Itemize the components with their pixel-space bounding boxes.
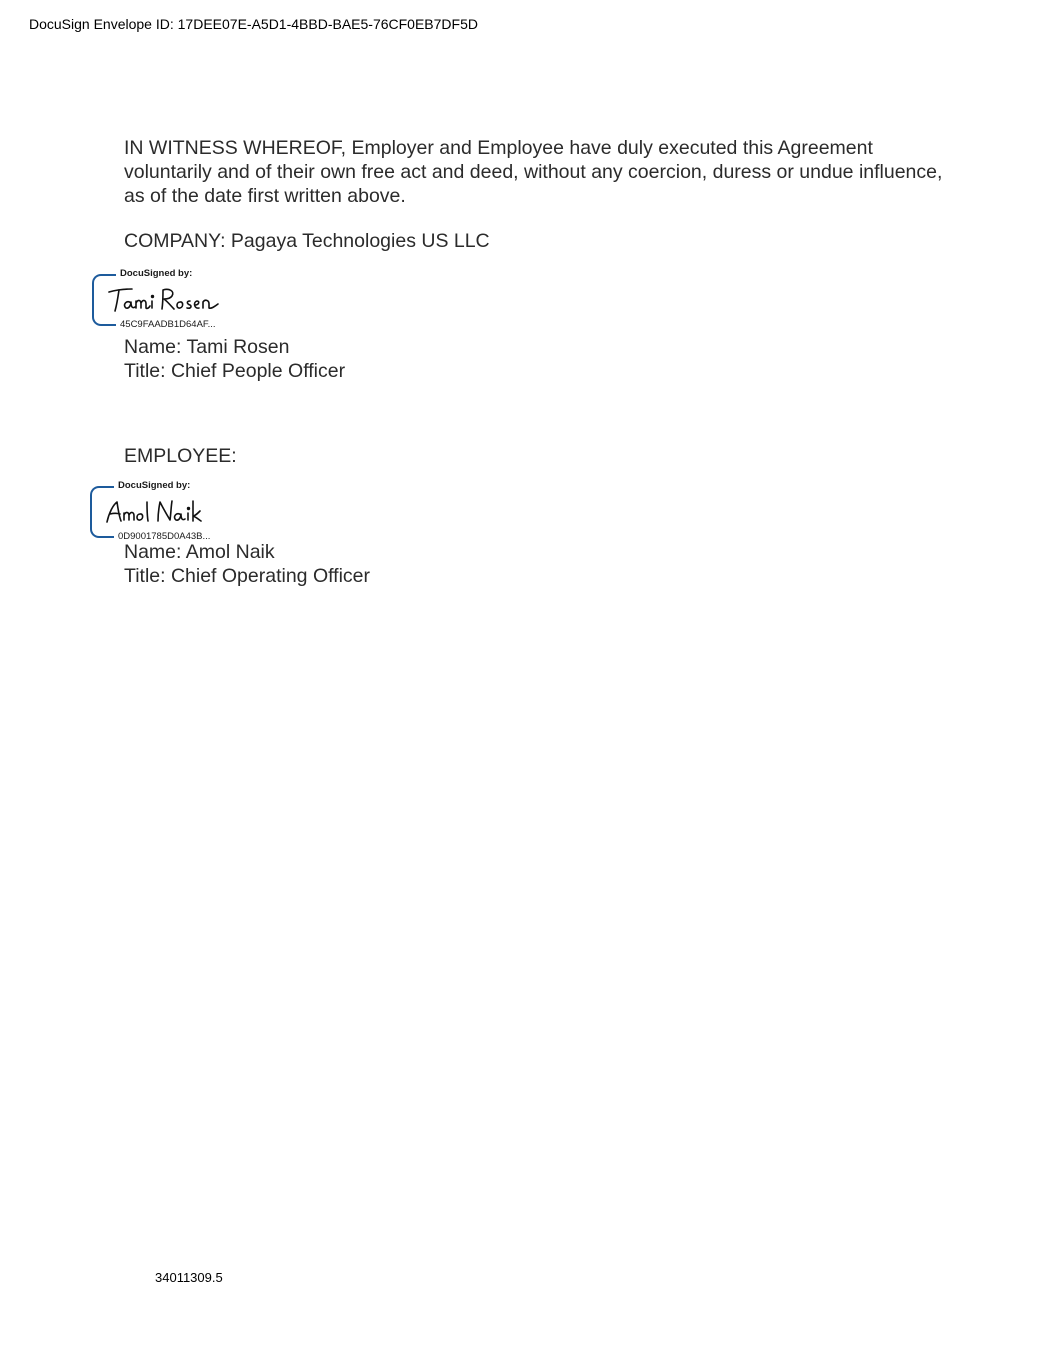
company-signer-title: Title: Chief People Officer (124, 360, 346, 382)
document-footer-code: 34011309.5 (155, 1270, 223, 1285)
employee-signer-block (124, 540, 370, 588)
witness-paragraph-line: as of the date first written above. (124, 185, 406, 207)
employee-handwritten-signature (104, 495, 224, 529)
employee-signer-title: Title: Chief Operating Officer (124, 565, 371, 587)
employee-label: EMPLOYEE: (124, 445, 237, 467)
envelope-id-header: DocuSign Envelope ID: 17DEE07E-A5D1-4BBD-BAE5-76CF0EB7DF5D (29, 16, 478, 32)
employee-docusign-signature (90, 480, 250, 542)
company-docusign-signature (92, 268, 252, 330)
company-label: COMPANY: Pagaya Technologies US LLC (124, 230, 490, 252)
witness-paragraph-line: IN WITNESS WHEREOF, Employer and Employee have duly executed this Agreement (124, 137, 873, 159)
company-handwritten-signature (106, 283, 226, 317)
docusign-envelope-hash: 45C9FAADB1D64AF... (120, 319, 216, 330)
company-signer-name: Name: Tami Rosen (124, 336, 290, 358)
docusign-header: DocuSigned by: (118, 480, 191, 491)
witness-paragraph-line: voluntarily and of their own free act and deed, without any coercion, duress or undue influence, (124, 161, 943, 183)
company-signer-block (124, 335, 345, 383)
witness-paragraph (124, 136, 943, 208)
docusign-envelope-hash: 0D9001785D0A43B... (118, 531, 211, 542)
docusign-header: DocuSigned by: (120, 268, 193, 279)
employee-signer-name: Name: Amol Naik (124, 541, 275, 563)
